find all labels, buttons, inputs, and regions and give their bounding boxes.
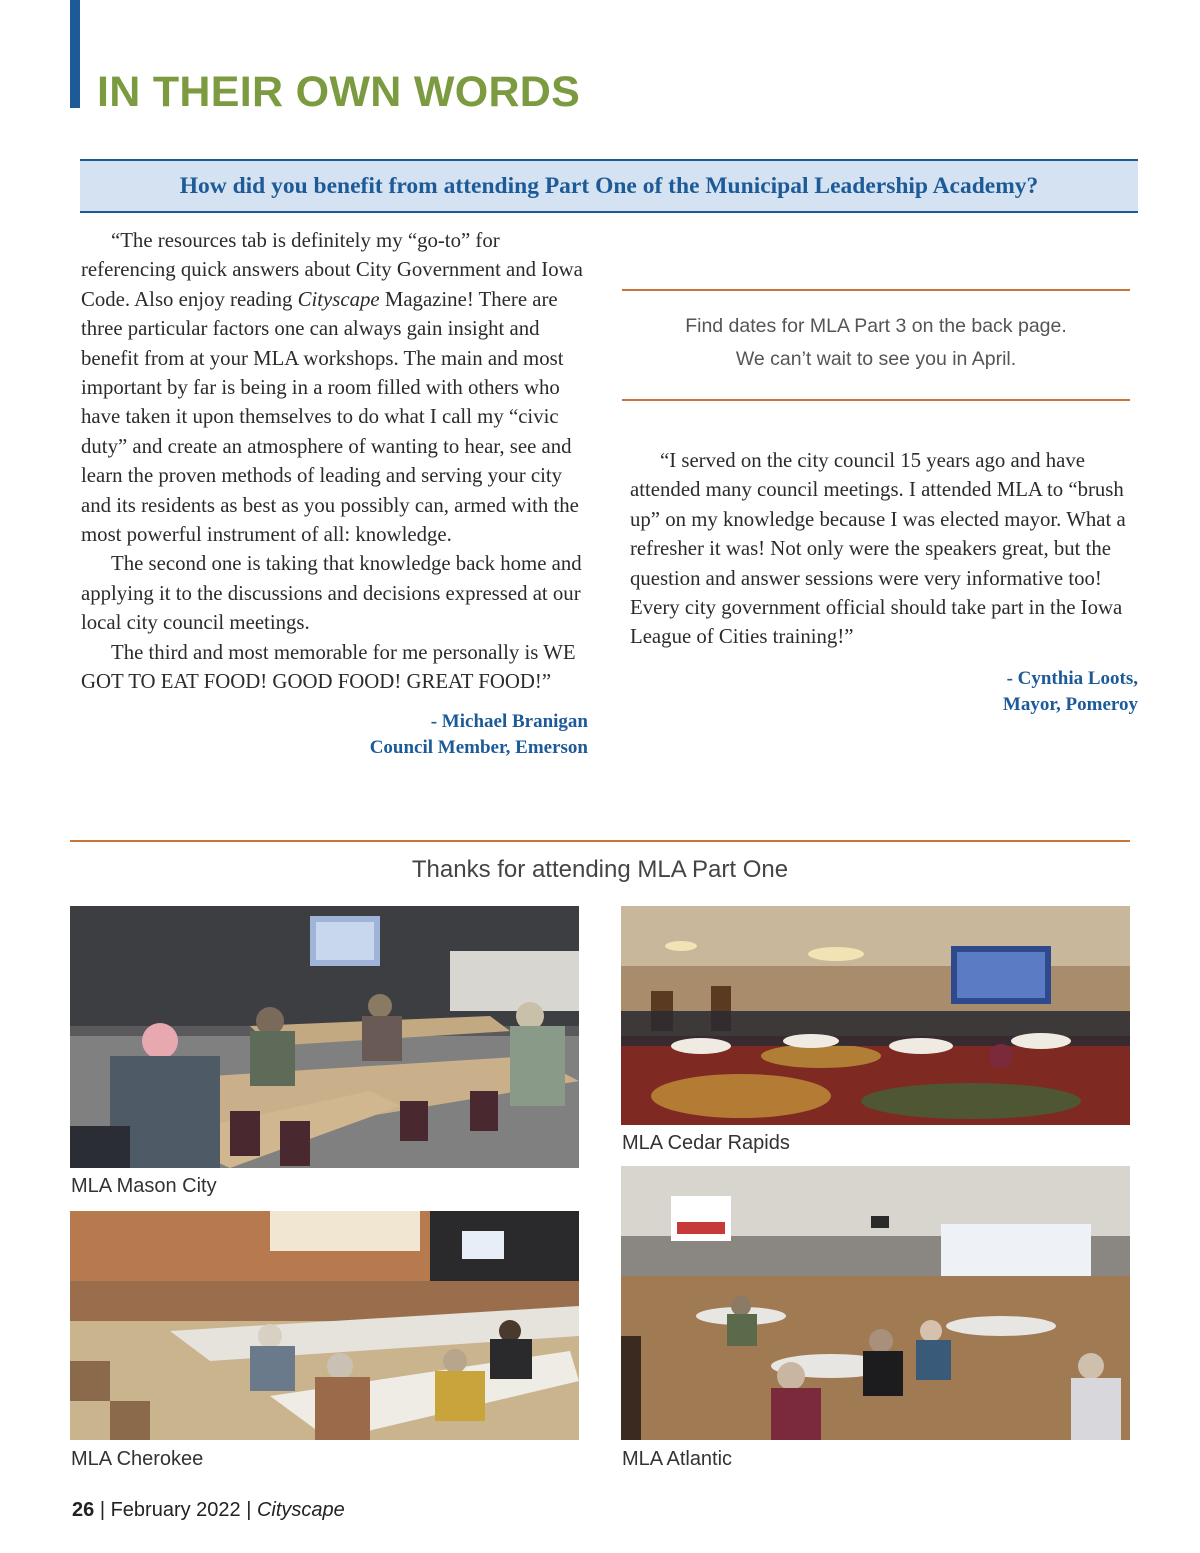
photos-section-title: Thanks for attending MLA Part One (411, 856, 789, 883)
left-quote-paragraph-1 (81, 226, 588, 549)
caption-cherokee: MLA Cherokee (71, 1448, 204, 1470)
issue-date: February 2022 (110, 1499, 241, 1521)
footer-separator: | (99, 1499, 106, 1521)
right-attribution (630, 666, 1138, 718)
caption-atlantic: MLA Atlantic (622, 1448, 733, 1470)
page-title: IN THEIR OWN WORDS (97, 68, 581, 116)
header-accent-bar (70, 0, 80, 108)
right-attribution-name: - Cynthia Loots, (1006, 667, 1138, 689)
left-quote-body (81, 226, 588, 697)
footer-separator: | (246, 1499, 252, 1521)
callout-line-2: We can’t wait to see you in April. (735, 348, 1017, 370)
left-quote-paragraph-2: The second one is taking that knowledge back home and applying it to the discussions and decisions expressed at our local city council meetings. (81, 552, 582, 635)
left-attribution-name: - Michael Branigan (430, 710, 588, 732)
page-number: 26 (72, 1499, 95, 1521)
photo-cedar-rapids (621, 906, 1130, 1125)
left-attribution-title: Council Member, Emerson (369, 736, 588, 758)
callout-top-rule (622, 289, 1130, 291)
right-quote-body: “I served on the city council 15 years ago and have attended many council meetings. I attended MLA to “brush up” on my knowledge because I was elected mayor. What a refresher it was! Not only were the speakers great, but the question and answer sessions were very informative too! Every city government official should take part in the Iowa League of Cities training!” (630, 449, 1126, 649)
page-footer (72, 1499, 345, 1522)
photo-atlantic (621, 1166, 1130, 1440)
photos-section-rule (70, 840, 1130, 842)
left-quote-text: “The resources tab is definitely my “go-to” for referencing quick answers about City Government and Iowa Code. Also enjoy reading (81, 229, 583, 311)
right-attribution-title: Mayor, Pomeroy (1002, 693, 1138, 715)
callout-line-1: Find dates for MLA Part 3 on the back page. (685, 315, 1067, 337)
left-quote-text: Magazine! There are three particular factors one can always gain insight and benefit from at your MLA workshops. The main and most important by far is being in a room filled with others who have taken it upon themselves to do what I call my “civic duty” and create an atmosphere of wanting to hear, see and learn the proven methods of leading and serving your city and its residents as best as you possibly can, armed with the most powerful instrument of all: knowledge. (81, 287, 579, 547)
magazine-name: Cityscape (297, 287, 380, 311)
publication-name: Cityscape (256, 1499, 345, 1521)
question-text: How did you benefit from attending Part One of the Municipal Leadership Academy? (179, 172, 1039, 199)
left-attribution (81, 709, 588, 761)
photo-mason-city (70, 906, 579, 1168)
question-banner (80, 159, 1138, 213)
left-testimonial (81, 226, 588, 761)
left-quote-paragraph-3: The third and most memorable for me personally is WE GOT TO EAT FOOD! GOOD FOOD! GREAT FOOD!” (81, 640, 576, 694)
photo-cherokee (70, 1211, 579, 1440)
right-testimonial (630, 446, 1138, 718)
caption-cedar-rapids: MLA Cedar Rapids (622, 1132, 790, 1154)
caption-mason-city: MLA Mason City (71, 1175, 217, 1197)
mla-part3-callout (622, 310, 1130, 376)
callout-bottom-rule (622, 399, 1130, 401)
